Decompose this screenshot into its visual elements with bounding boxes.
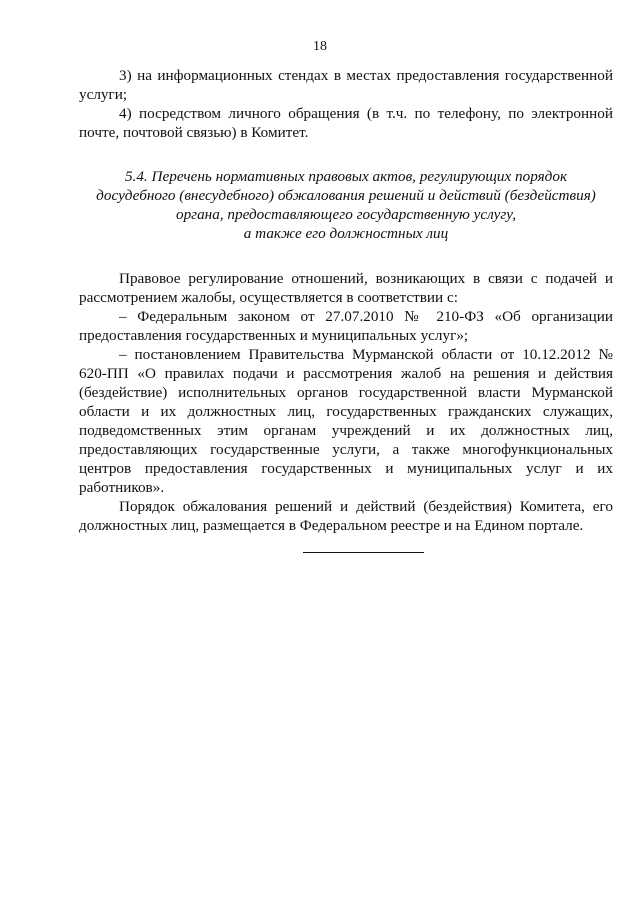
document-body bbox=[79, 66, 613, 535]
section-heading bbox=[79, 167, 613, 243]
section-heading-line: 5.4. Перечень нормативных правовых актов, регулирующих порядок bbox=[124, 168, 568, 185]
legal-regulation-paragraph: Правовое регулирование отношений, возникающих в связи с подачей и рассмотрением жалобы, осуществляется в соответствии с: bbox=[79, 270, 613, 306]
section-heading-line: а также его должностных лиц bbox=[243, 225, 449, 242]
appeal-procedure-paragraph: Порядок обжалования решений и действий (бездействия) Комитета, его должностных лиц, размещается в Федеральном реестре и на Едином портале. bbox=[79, 498, 613, 534]
page-number: 18 bbox=[313, 39, 327, 54]
intro-paragraph-stands: 3) на информационных стендах в местах предоставления государственной услуги; bbox=[79, 67, 613, 103]
end-separator-line bbox=[303, 552, 424, 553]
federal-law-item: – Федеральным законом от 27.07.2010 № 210-ФЗ «Об организации предоставления государственных и муниципальных услуг»; bbox=[79, 308, 613, 344]
regional-resolution-item: – постановлением Правительства Мурманской области от 10.12.2012 № 620-ПП «О правилах подачи и рассмотрения жалоб на решения и действия (бездействие) исполнительных органов государственной власти Мурманской области и их должностных лиц, государственных гражданских служащих, подведомственных этим органам учреждений и их должностных лиц, предоставляющих государственные услуги, а также многофункциональных центров предоставления государственных и муниципальных услуг и их работников». bbox=[79, 346, 613, 496]
intro-paragraph-personal-appeal: 4) посредством личного обращения (в т.ч. по телефону, по электронной почте, почтовой связью) в Комитет. bbox=[79, 105, 613, 141]
section-heading-line: досудебного (внесудебного) обжалования решений и действий (бездействия) bbox=[96, 187, 596, 204]
section-heading-line: органа, предоставляющего государственную услугу, bbox=[175, 206, 517, 223]
